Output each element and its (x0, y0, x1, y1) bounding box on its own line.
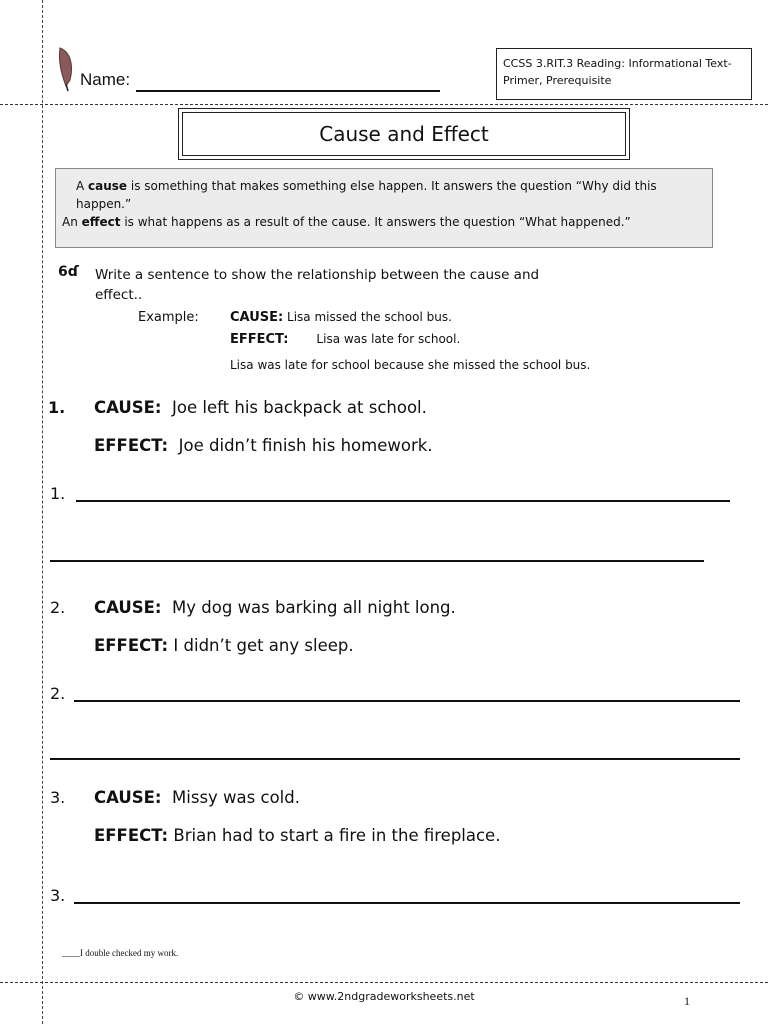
cause-text: Lisa missed the school bus. (287, 310, 452, 324)
effect-label: EFFECT: (94, 636, 169, 655)
answer-number: 3. (50, 886, 66, 905)
definition-box (55, 168, 713, 248)
name-input-line[interactable] (136, 90, 440, 92)
cause-text: Missy was cold. (172, 788, 300, 807)
example-effect (230, 332, 460, 347)
title-box (178, 108, 630, 160)
header-dashed-divider (0, 104, 768, 105)
name-label: Name: (80, 70, 131, 89)
effect-definition (62, 213, 706, 231)
answer-line[interactable] (74, 902, 740, 904)
cause-text: My dog was barking all night long. (172, 598, 456, 617)
answer-line[interactable] (50, 560, 704, 562)
question-number: 3. (50, 788, 66, 807)
cause-term: cause (88, 179, 128, 193)
example-label: Example: (138, 310, 199, 325)
effect-text: Brian had to start a fire in the fireplace. (173, 826, 501, 845)
effect-text: Joe didn’t finish his homework. (178, 436, 433, 455)
question-number: 2. (50, 598, 66, 617)
question-cause (94, 598, 456, 617)
example-sentence: Lisa was late for school because she missed the school bus. (230, 358, 591, 372)
question-cause (94, 788, 300, 807)
def-text: A (76, 179, 89, 193)
glasses-icon: 6ɗ (58, 264, 79, 280)
standard-box: CCSS 3.RIT.3 Reading: Informational Text-Primer, Prerequisite (496, 48, 752, 100)
footer-dashed-divider (0, 982, 768, 983)
feather-pen-icon (56, 46, 78, 92)
effect-term: effect (81, 215, 121, 229)
example-cause (230, 310, 452, 325)
effect-text: I didn’t get any sleep. (173, 636, 354, 655)
def-text: is what happens as a result of the cause. It answers the question “What happened.” (120, 215, 631, 229)
effect-label: EFFECT: (94, 826, 169, 845)
effect-text: Lisa was late for school. (316, 332, 461, 346)
cause-label: CAUSE: (94, 598, 162, 617)
page-number: 1 (684, 994, 690, 1008)
question-effect (94, 826, 500, 845)
answer-line[interactable] (74, 700, 740, 702)
answer-number: 2. (50, 684, 66, 703)
answer-line[interactable] (50, 758, 740, 760)
instructions-text: Write a sentence to show the relationship between the cause and effect.. (95, 267, 540, 303)
question-effect (94, 436, 433, 455)
question-cause (94, 398, 427, 417)
def-text: is something that makes something else happen. It answers the question “Why did this happen.” (76, 179, 657, 211)
left-margin-dashed-line (42, 0, 43, 1024)
answer-line[interactable] (76, 500, 730, 502)
effect-label: EFFECT: (94, 436, 169, 455)
question-number: 1. (48, 398, 66, 417)
copyright-text: © www.2ndgradeworksheets.net (293, 990, 475, 1003)
question-effect (94, 636, 354, 655)
page-title: Cause and Effect (182, 112, 626, 156)
cause-label: CAUSE: (94, 788, 162, 807)
cause-definition (62, 177, 706, 213)
effect-label: EFFECT: (230, 332, 289, 347)
self-check-line: ____I double checked my work. (62, 948, 179, 958)
cause-label: CAUSE: (94, 398, 162, 417)
answer-number: 1. (50, 484, 66, 503)
def-text: An (62, 215, 82, 229)
cause-text: Joe left his backpack at school. (172, 398, 427, 417)
cause-label: CAUSE: (230, 310, 284, 325)
